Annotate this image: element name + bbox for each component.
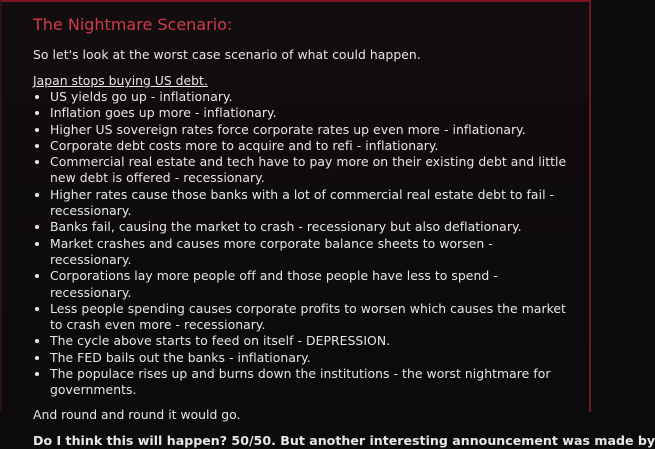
post-content: [33, 14, 655, 449]
list-item: • Corporations lay more people off and those people have less to spend - recessionary.: [50, 268, 578, 301]
list-item: • Corporate debt costs more to acquire and to refi - inflationary.: [50, 138, 578, 154]
list-item: • Inflation goes up more - inflationary.: [50, 105, 578, 121]
section-title: The Nightmare Scenario:: [33, 15, 233, 34]
list-item: • The cycle above starts to feed on itself - DEPRESSION.: [50, 333, 578, 349]
list-item: • Less people spending causes corporate profits to worsen which causes the market to crash even more - recessionary.: [50, 301, 578, 334]
list-item: • Market crashes and causes more corporate balance sheets to worsen - recessionary.: [50, 236, 578, 269]
scenario-list: [33, 89, 578, 399]
final-paragraph: Do I think this will happen? 50/50. But another interesting announcement was made by: [33, 432, 655, 448]
closing-paragraph: And round and round it would go.: [33, 406, 241, 422]
list-item: • US yields go up - inflationary.: [50, 89, 578, 105]
list-item: • The populace rises up and burns down the institutions - the worst nightmare for governments.: [50, 366, 578, 399]
intro-paragraph: So let's look at the worst case scenario of what could happen.: [33, 47, 421, 62]
list-item: • The FED bails out the banks - inflationary.: [50, 350, 578, 366]
subheading: Japan stops buying US debt.: [33, 73, 208, 88]
list-item: • Banks fail, causing the market to crash - recessionary but also deflationary.: [50, 219, 578, 235]
list-item: • Higher US sovereign rates force corporate rates up even more - inflationary.: [50, 122, 578, 138]
list-item: • Commercial real estate and tech have to pay more on their existing debt and little new debt is offered - recessionary.: [50, 154, 578, 187]
list-item: • Higher rates cause those banks with a lot of commercial real estate debt to fail - recessionary.: [50, 187, 578, 220]
